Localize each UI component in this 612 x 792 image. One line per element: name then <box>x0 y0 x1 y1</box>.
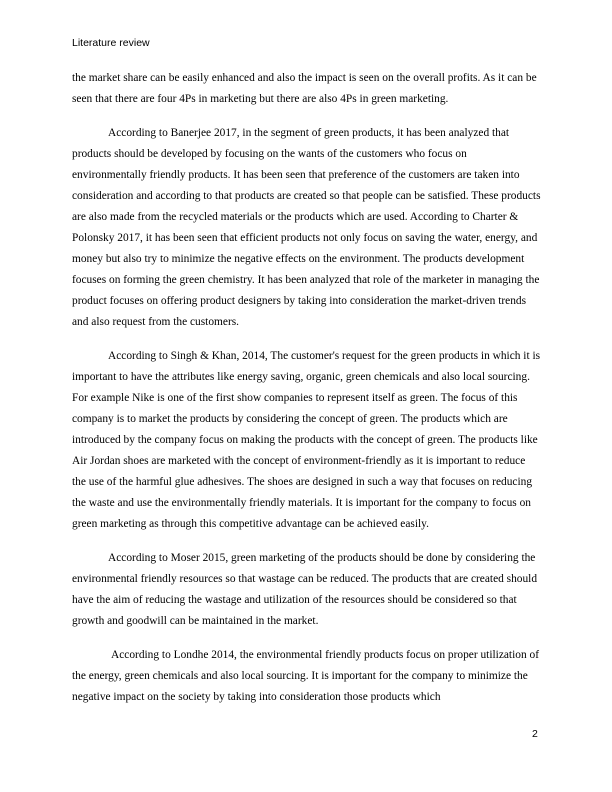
document-body <box>72 68 541 721</box>
paragraph-continuation: the market share can be easily enhanced and also the impact is seen on the overall profits. As it can be seen that there are four 4Ps in marketing but there are also 4Ps in green marketing. <box>72 72 537 105</box>
page-number: 2 <box>532 728 538 740</box>
paragraph-singh-khan: According to Singh & Khan, 2014, The customer's request for the green products in which it is important to have the attributes like energy saving, organic, green chemicals and also local sourcing. For example Nike is one of the first show companies to represent itself as green. The focus of this company is to market the products by considering the concept of green. The products which are introduced by the company focus on making the products with the concept of green. The products like Air Jordan shoes are marketed with the concept of environment-friendly as it is important to reduce the use of the harmful glue adhesives. The shoes are designed in such a way that focuses on reducing the waste and use the environmentally friendly materials. It is important for the company to focus on green marketing as through this competitive advantage can be achieved easily. <box>72 350 541 530</box>
paragraph-banerjee: According to Banerjee 2017, in the segment of green products, it has been analyzed that products should be developed by focusing on the wants of the customers who focus on environmentally friendly products. It has been seen that preference of the customers are taken into consideration and according to that products are created so that people can be satisfied. These products are also made from the recycled materials or the products which are used. According to Charter & Polonsky 2017, it has been seen that efficient products not only focus on saving the water, energy, and money but also try to minimize the negative effects on the environment. The products development focuses on forming the green chemistry. It has been analyzed that role of the marketer in managing the product focuses on offering product designers by taking into consideration the market-driven trends and also request from the customers. <box>72 127 541 328</box>
running-header: Literature review <box>72 37 150 49</box>
paragraph-moser: According to Moser 2015, green marketing of the products should be done by considering the environmental friendly resources so that wastage can be reduced. The products that are created should have the aim of reducing the wastage and utilization of the resources should be considered so that growth and goodwill can be maintained in the market. <box>72 552 538 627</box>
paragraph-londhe: According to Londhe 2014, the environmental friendly products focus on proper utilization of the energy, green chemicals and also local sourcing. It is important for the company to minimize the negative impact on the society by taking into consideration those products which <box>72 649 539 703</box>
